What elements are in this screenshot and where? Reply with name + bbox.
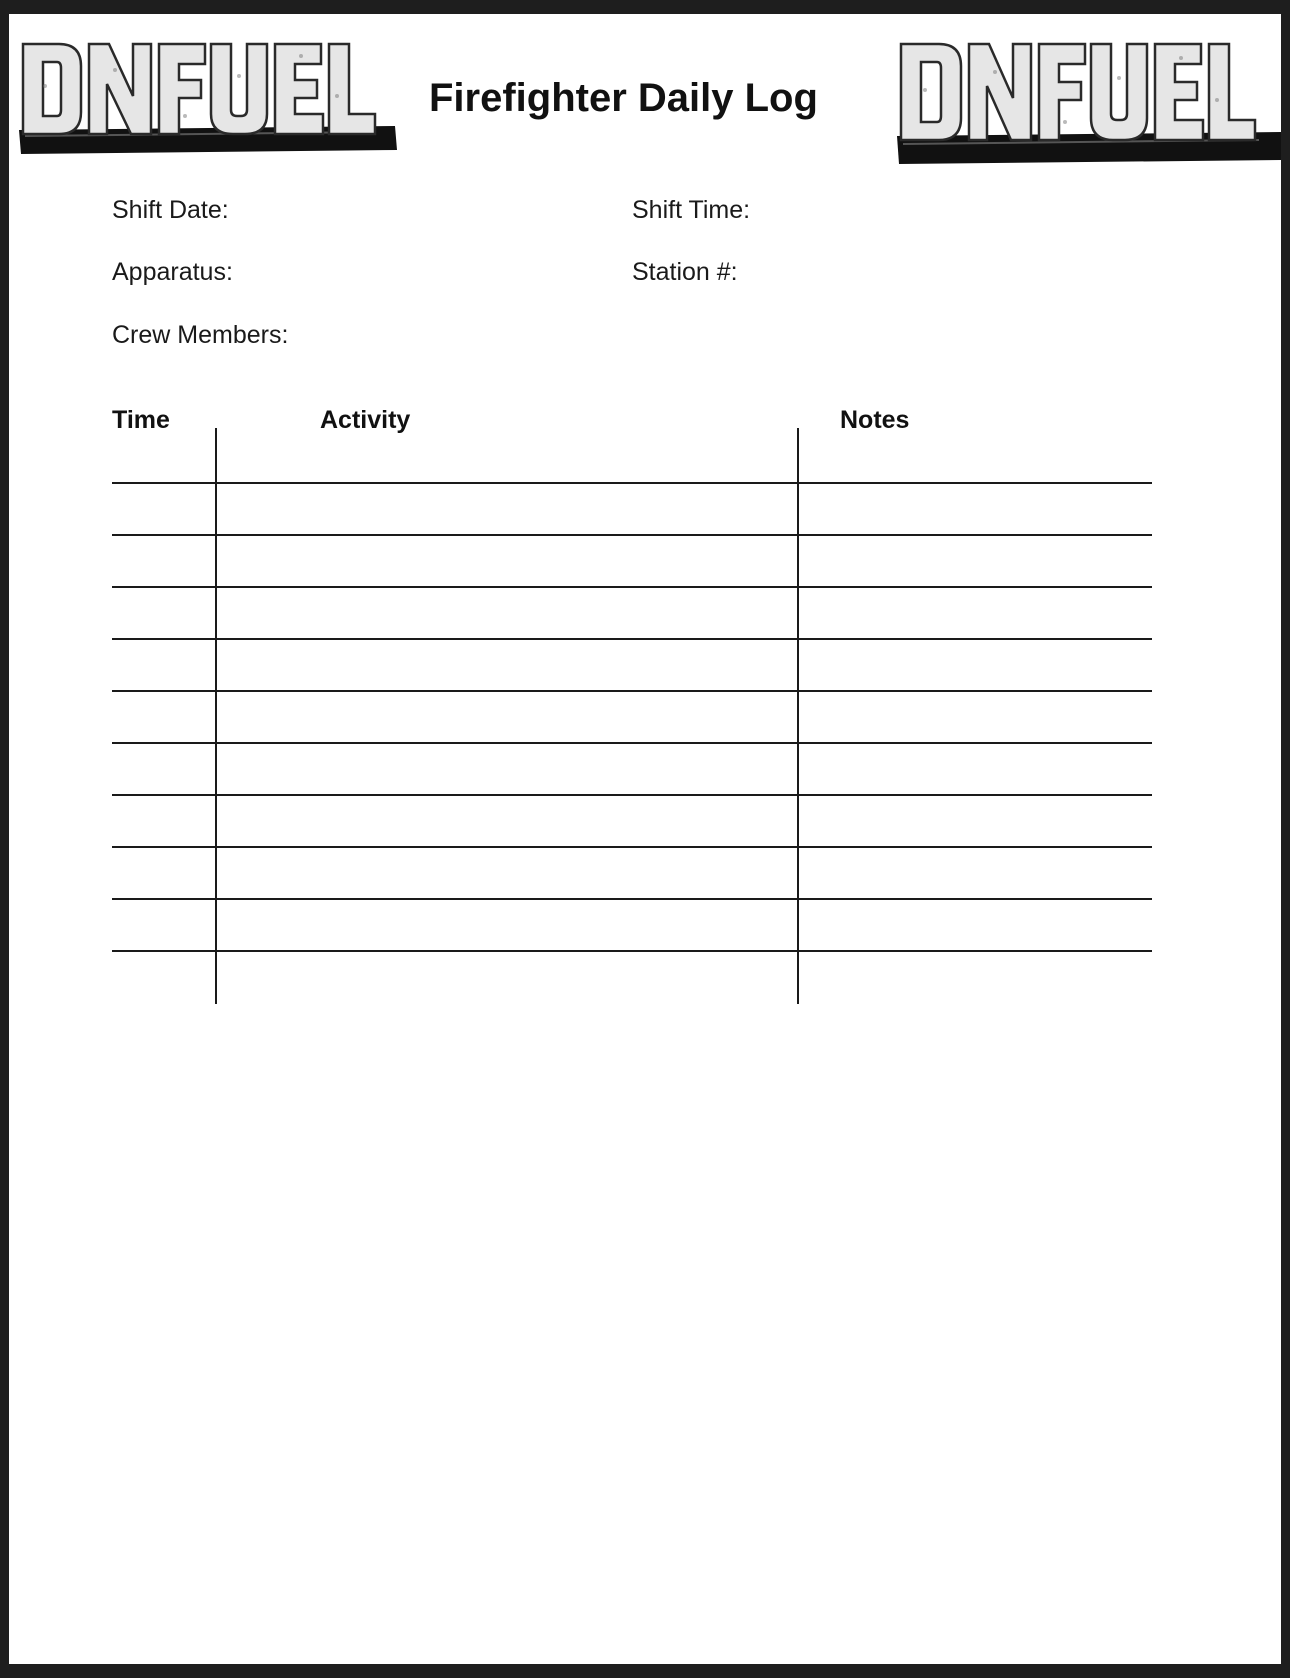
time-cell[interactable] — [116, 692, 211, 742]
column-header-activity: Activity — [320, 406, 411, 434]
notes-cell[interactable] — [801, 796, 1148, 846]
activity-cell[interactable] — [219, 900, 793, 950]
notes-cell[interactable] — [801, 692, 1148, 742]
crew-members-label: Crew Members: — [112, 321, 289, 349]
shift-date-label: Shift Date: — [112, 196, 229, 224]
activity-cell[interactable] — [219, 848, 793, 898]
time-cell[interactable] — [116, 952, 211, 1002]
column-header-notes: Notes — [840, 406, 910, 434]
dnfuel-logo-graphic — [893, 26, 1281, 164]
apparatus-label: Apparatus: — [112, 258, 233, 286]
time-cell[interactable] — [116, 484, 211, 534]
activity-cell[interactable] — [219, 744, 793, 794]
activity-cell[interactable] — [219, 484, 793, 534]
time-cell[interactable] — [116, 744, 211, 794]
table-row — [112, 744, 1152, 794]
table-row — [112, 588, 1152, 638]
shift-time-label: Shift Time: — [632, 196, 751, 224]
notes-cell[interactable] — [801, 588, 1148, 638]
table-row — [112, 796, 1152, 846]
notes-cell[interactable] — [801, 952, 1148, 1002]
time-cell[interactable] — [116, 536, 211, 586]
table-row — [112, 536, 1152, 586]
table-row — [112, 640, 1152, 690]
activity-cell[interactable] — [219, 588, 793, 638]
notes-cell[interactable] — [801, 900, 1148, 950]
station-number-label: Station #: — [632, 258, 738, 286]
activity-cell[interactable] — [219, 952, 793, 1002]
time-cell[interactable] — [116, 900, 211, 950]
time-cell[interactable] — [116, 796, 211, 846]
time-cell[interactable] — [116, 848, 211, 898]
time-cell[interactable] — [116, 640, 211, 690]
activity-cell[interactable] — [219, 640, 793, 690]
notes-cell[interactable] — [801, 744, 1148, 794]
notes-cell[interactable] — [801, 640, 1148, 690]
activity-cell[interactable] — [219, 536, 793, 586]
notes-cell[interactable] — [801, 484, 1148, 534]
notes-cell[interactable] — [801, 536, 1148, 586]
log-sheet — [9, 14, 1281, 1664]
column-header-time: Time — [112, 406, 170, 434]
table-row — [112, 692, 1152, 742]
table-row — [112, 952, 1152, 1002]
dnfuel-logo-right — [893, 26, 1281, 164]
table-row — [112, 900, 1152, 950]
table-row — [112, 484, 1152, 534]
time-cell[interactable] — [116, 588, 211, 638]
table-row — [112, 848, 1152, 898]
dnfuel-logo-left — [15, 26, 399, 154]
activity-cell[interactable] — [219, 692, 793, 742]
notes-cell[interactable] — [801, 848, 1148, 898]
activity-cell[interactable] — [219, 796, 793, 846]
log-table — [112, 428, 1152, 1004]
page-title: Firefighter Daily Log — [429, 76, 818, 120]
dnfuel-logo-graphic — [15, 26, 399, 154]
